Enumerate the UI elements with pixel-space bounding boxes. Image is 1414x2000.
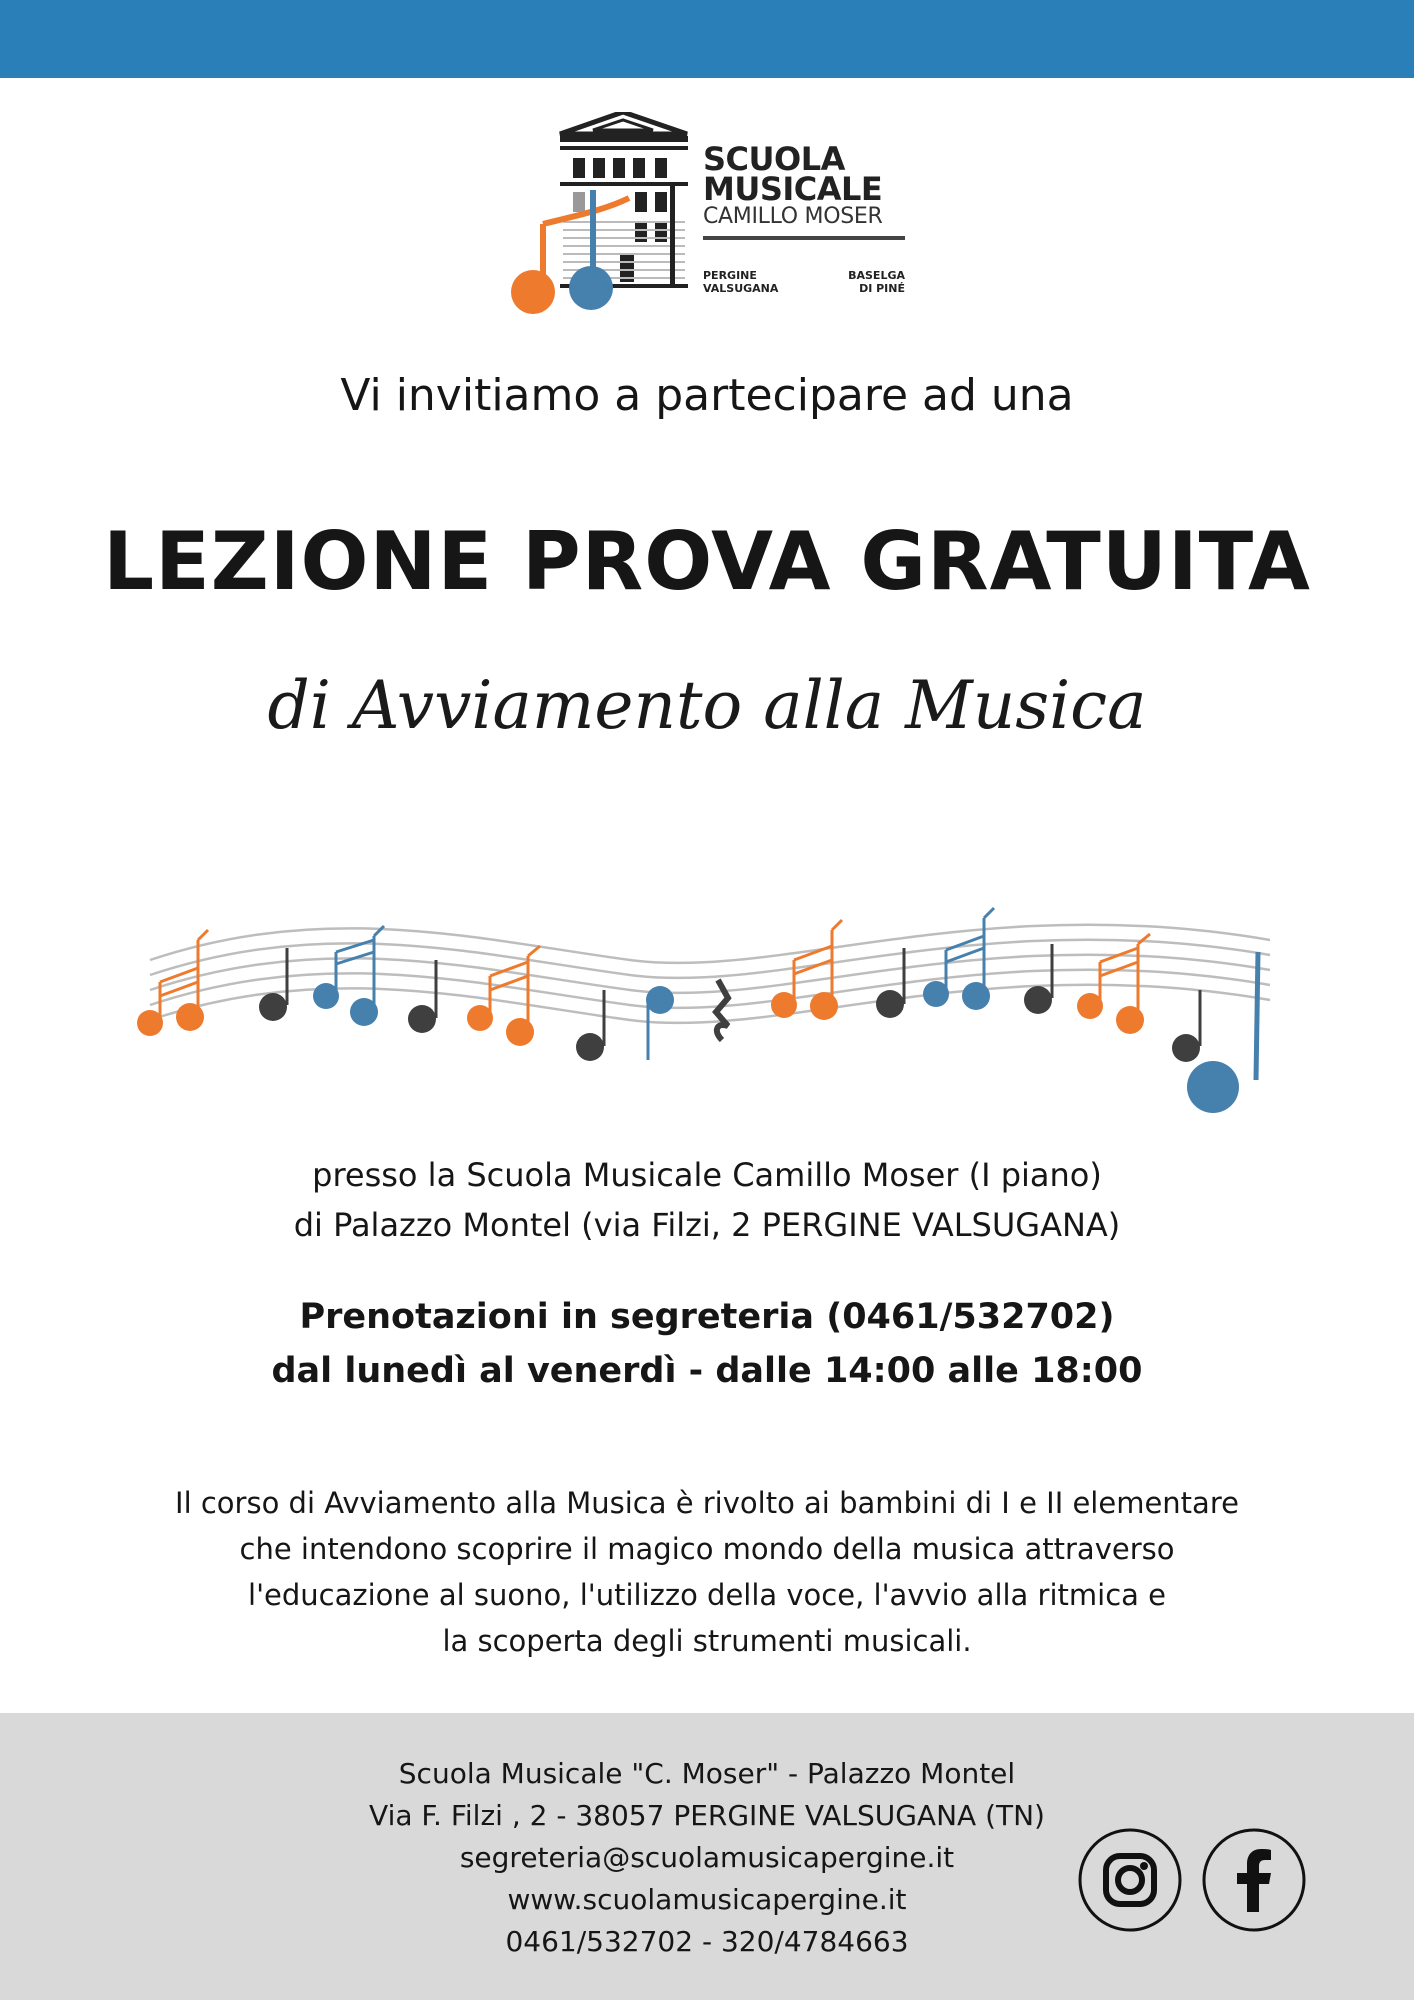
- footer-contacts: [307, 1753, 1107, 1963]
- logo-location-baselga: [848, 269, 905, 295]
- invite-text: Vi invitiamo a partecipare ad una: [340, 370, 1074, 421]
- booking-line1: Prenotazioni in segreteria (0461/532702): [299, 1297, 1115, 1337]
- note-dark-6: [1172, 990, 1200, 1062]
- logo-location2-line1: BASELGA: [848, 269, 905, 282]
- booking-line2: dal lunedì al venerdì - dalle 14:00 alle 18:00: [271, 1351, 1143, 1391]
- note-dark-2: [408, 960, 436, 1033]
- location-line2: di Palazzo Montel (via Filzi, 2 PERGINE VALSUGANA): [293, 1206, 1121, 1244]
- logo-name-line2: MUSICALE: [703, 170, 883, 208]
- music-staff-icon: [130, 900, 1280, 1130]
- location-line1: presso la Scuola Musicale Camillo Moser (I piano): [312, 1156, 1102, 1194]
- logo-name-line3: CAMILLO MOSER: [703, 204, 883, 229]
- course-description: [0, 1480, 1414, 1664]
- rest-symbol: [716, 980, 728, 1040]
- logo-location1-line1: PERGINE: [703, 269, 757, 282]
- footer: [0, 1713, 1414, 2000]
- subtitle-script: di Avviamento alla Musica: [267, 667, 1147, 744]
- description-line1: Il corso di Avviamento alla Musica è rivolto ai bambini di I e II elementare: [175, 1486, 1239, 1520]
- school-logo: [505, 112, 925, 322]
- footer-phones: 0461/532702 - 320/4784663: [505, 1925, 909, 1958]
- instagram-icon[interactable]: [1078, 1828, 1182, 1932]
- description-line4: la scoperta degli strumenti musicali.: [442, 1624, 972, 1658]
- facebook-icon[interactable]: [1202, 1828, 1306, 1932]
- footer-email[interactable]: segreteria@scuolamusicapergine.it: [459, 1841, 955, 1874]
- footer-website[interactable]: www.scuolamusicapergine.it: [507, 1883, 907, 1916]
- logo-location1-line2: VALSUGANA: [703, 282, 779, 295]
- note-dark-1: [259, 948, 287, 1021]
- building-notes-emblem: [505, 112, 705, 322]
- booking-block: [0, 1290, 1414, 1398]
- top-banner-bar: [0, 0, 1414, 78]
- description-line3: l'educazione al suono, l'utilizzo della voce, l'avvio alla ritmica e: [248, 1578, 1166, 1612]
- note-group-3: [467, 946, 540, 1046]
- location-block: [0, 1150, 1414, 1250]
- logo-wordmark: [703, 140, 913, 295]
- logo-location2-line2: DI PINÉ: [859, 282, 905, 295]
- logo-divider: [703, 236, 905, 240]
- footer-address: Via F. Filzi , 2 - 38057 PERGINE VALSUGANA (TN): [369, 1799, 1045, 1832]
- logo-name-line1: SCUOLA: [703, 140, 845, 178]
- headline: LEZIONE PROVA GRATUITA: [103, 515, 1311, 608]
- note-group-2: [313, 926, 384, 1026]
- description-line2: che intendono scoprire il magico mondo della musica attraverso: [239, 1532, 1175, 1566]
- logo-location-pergine: [703, 269, 778, 295]
- footer-school-name: Scuola Musicale "C. Moser" - Palazzo Montel: [398, 1757, 1016, 1790]
- note-group-5: [923, 908, 994, 1010]
